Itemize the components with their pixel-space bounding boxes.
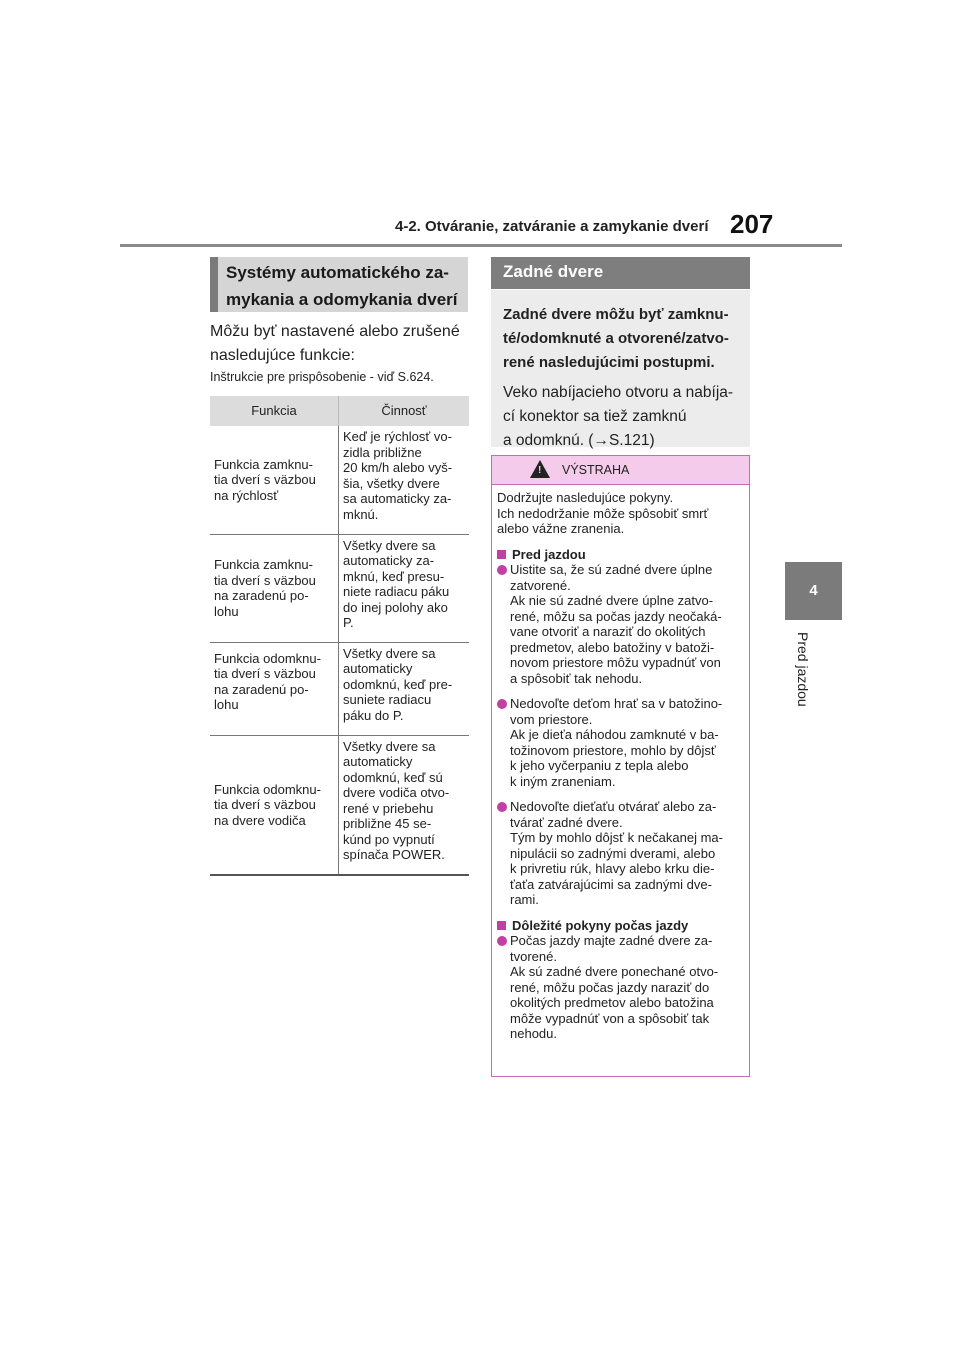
summary-regular xyxy=(503,381,744,453)
cell-line: tia dverí s väzbou xyxy=(214,572,316,588)
heading-line: mykania a odomykania dverí xyxy=(226,290,458,309)
warning-triangle-icon: ! xyxy=(530,460,550,478)
cell-line: niete radiacu páku xyxy=(343,584,450,599)
warning-line: Dodržujte nasledujúce pokyny. xyxy=(497,490,674,505)
cell-line: tia dverí s väzbou xyxy=(214,797,316,812)
cell-line: lohu xyxy=(214,697,239,712)
cell-line: mknú, keď presu- xyxy=(343,568,445,584)
cell-line: Všetky dvere sa xyxy=(343,738,436,754)
function-cell xyxy=(210,534,339,642)
bullet-line: okolitých predmetov alebo batožina xyxy=(510,995,714,1010)
cell-line: automaticky xyxy=(343,661,413,676)
chapter-tab: 4 xyxy=(785,562,842,620)
cell-line: 20 km/h alebo vyš- xyxy=(343,460,453,475)
table-row xyxy=(210,534,469,642)
subheading-text: Pred jazdou xyxy=(512,546,586,562)
action-cell xyxy=(339,426,470,534)
cell-line: na dvere vodiča xyxy=(214,812,306,828)
cell-line: Funkcia zamknu- xyxy=(214,456,313,472)
cell-line: tia dverí s väzbou xyxy=(214,472,316,487)
bullet-line: a spôsobiť tak nehodu. xyxy=(510,670,643,686)
intro-text xyxy=(210,320,472,368)
warning-bullet xyxy=(497,933,745,1042)
summary-bold xyxy=(503,303,744,375)
bullet-line: tvárať zadné dvere. xyxy=(510,814,623,830)
cell-line: Všetky dvere sa xyxy=(343,645,436,661)
warning-subheading xyxy=(497,918,745,934)
cell-line: Funkcia odomknu- xyxy=(214,781,321,797)
customization-note: Inštrukcie pre prispôsobenie - viď S.624. xyxy=(210,370,434,384)
function-table xyxy=(210,396,469,876)
heading-line: Systémy automatického za- xyxy=(226,263,449,282)
summary-line: Veko nabíjacieho otvoru a nabíja- xyxy=(503,384,734,401)
warning-subheading xyxy=(497,547,745,563)
intro-line: Môžu byť nastavené alebo zrušené xyxy=(210,323,460,340)
round-bullet-icon xyxy=(497,699,507,709)
column-header-action: Činnosť xyxy=(339,396,470,426)
square-bullet-icon xyxy=(497,550,506,559)
cell-line: sa automaticky za- xyxy=(343,491,452,506)
function-cell xyxy=(210,735,339,875)
cell-line: Všetky dvere sa xyxy=(343,537,436,553)
summary-line: Zadné dvere môžu byť zamknu- xyxy=(503,306,729,323)
table-row xyxy=(210,642,469,735)
bullet-line: k iným zraneniam. xyxy=(510,773,616,789)
summary-line: cí konektor sa tiež zamknú xyxy=(503,408,687,425)
bullet-line: k privretiu rúk, hlavy alebo krku die- xyxy=(510,861,715,876)
warning-intro xyxy=(497,490,745,537)
header-divider xyxy=(120,244,842,247)
page-number: 207 xyxy=(730,209,774,239)
warning-bullet xyxy=(497,799,745,908)
cell-line: na zaradenú po- xyxy=(214,588,309,603)
cell-line: šia, všetky dvere xyxy=(343,475,440,491)
bullet-line: rami. xyxy=(510,892,539,907)
cell-line: tia dverí s väzbou xyxy=(214,666,316,681)
cell-line: rené v priebehu xyxy=(343,800,434,816)
warning-line: alebo vážne zranenia. xyxy=(497,521,625,536)
intro-line: nasledujúce funkcie: xyxy=(210,347,355,364)
cell-line: spínača POWER. xyxy=(343,847,445,862)
bullet-line: ťaťa zatvárajúcimi sa zadnými dve- xyxy=(510,876,712,892)
bullet-line: Počas jazdy majte zadné dvere za- xyxy=(510,933,713,948)
cell-line: odomknú, keď sú xyxy=(343,769,443,785)
cell-line: automaticky xyxy=(343,754,413,769)
cell-line: páku do P. xyxy=(343,707,404,723)
action-cell xyxy=(339,642,470,735)
warning-title: VÝSTRAHA xyxy=(562,463,630,477)
summary-line: té/odomknuté a otvorené/zatvo- xyxy=(503,330,729,347)
cell-line: na rýchlosť xyxy=(214,487,279,503)
chapter-label: Pred jazdou xyxy=(795,632,811,707)
function-cell xyxy=(210,426,339,534)
bullet-line: nipulácii so zadnými dverami, alebo xyxy=(510,845,716,861)
summary-line: rené nasledujúcimi postupmi. xyxy=(503,354,715,371)
bullet-line: Uistite sa, že sú zadné dvere úplne xyxy=(510,562,713,577)
bullet-line: Ak je dieťa náhodou zamknuté v ba- xyxy=(510,727,719,742)
table-row xyxy=(210,426,469,534)
cell-line: suniete radiacu xyxy=(343,692,432,707)
bullet-line: tvorené. xyxy=(510,948,557,964)
summary-line: a odomknú. (→S.121) xyxy=(503,432,655,449)
table-header-row xyxy=(210,396,469,426)
action-cell xyxy=(339,735,470,875)
function-cell xyxy=(210,642,339,735)
bullet-line: predmetov, alebo batožiny v batoži- xyxy=(510,639,715,655)
bullet-line: môže vypadnúť von a spôsobiť tak xyxy=(510,1010,710,1026)
warning-box xyxy=(491,455,750,1077)
subheading-text: Dôležité pokyny počas jazdy xyxy=(512,917,689,933)
cell-line: automaticky za- xyxy=(343,553,435,568)
bullet-line: novom priestore môžu vypadnúť von xyxy=(510,655,721,670)
warning-header xyxy=(492,456,749,485)
column-header-function: Funkcia xyxy=(210,396,339,426)
cell-line: kúnd po vypnutí xyxy=(343,831,435,847)
cell-line: do inej polohy ako xyxy=(343,599,448,615)
warning-line: Ich nedodržanie môže spôsobiť smrť xyxy=(497,505,709,521)
bullet-line: Ak sú zadné dvere ponechané otvo- xyxy=(510,964,719,979)
warning-bullet xyxy=(497,562,745,686)
bullet-line: rené, môžu počas jazdy naraziť do xyxy=(510,979,710,995)
action-cell xyxy=(339,534,470,642)
bullet-line: zatvorené. xyxy=(510,577,571,593)
cell-line: mknú. xyxy=(343,506,379,522)
section-title: 4-2. Otváranie, zatváranie a zamykanie dverí xyxy=(395,218,709,235)
cell-line: lohu xyxy=(214,603,239,619)
bullet-line: tožinovom priestore, mohlo by dôjsť xyxy=(510,742,716,758)
bullet-line: rené, môžu sa počas jazdy neočaká- xyxy=(510,608,722,624)
cell-line: Funkcia zamknu- xyxy=(214,557,313,572)
cell-line: zidla približne xyxy=(343,444,422,460)
bullet-line: Tým by mohlo dôjsť k nečakanej ma- xyxy=(510,830,723,845)
cell-line: P. xyxy=(343,615,354,630)
cell-line: na zaradenú po- xyxy=(214,681,309,697)
bullet-line: vom priestore. xyxy=(510,711,593,727)
cell-line: približne 45 se- xyxy=(343,816,432,831)
bullet-line: Nedovoľte dieťaťu otvárať alebo za- xyxy=(510,799,717,814)
bullet-line: k jeho vyčerpaniu z tepla alebo xyxy=(510,758,689,773)
table-row xyxy=(210,735,469,875)
cell-line: dvere vodiča otvo- xyxy=(343,785,450,800)
bullet-line: vane otvoriť a naraziť do okolitých xyxy=(510,624,706,639)
round-bullet-icon xyxy=(497,565,507,575)
bullet-line: nehodu. xyxy=(510,1026,557,1041)
warning-body xyxy=(492,485,749,1042)
square-bullet-icon xyxy=(497,921,506,930)
bullet-line: Ak nie sú zadné dvere úplne zatvo- xyxy=(510,593,714,608)
round-bullet-icon xyxy=(497,802,507,812)
round-bullet-icon xyxy=(497,936,507,946)
rear-door-heading: Zadné dvere xyxy=(491,257,750,289)
warning-bullet xyxy=(497,696,745,789)
cell-line: Funkcia odomknu- xyxy=(214,650,321,666)
cell-line: odomknú, keď pre- xyxy=(343,676,453,692)
auto-lock-heading xyxy=(210,257,468,312)
bullet-line: Nedovoľte deťom hrať sa v batožino- xyxy=(510,696,723,711)
cell-line: Keď je rýchlosť vo- xyxy=(343,429,452,444)
rear-door-summary xyxy=(491,290,750,447)
